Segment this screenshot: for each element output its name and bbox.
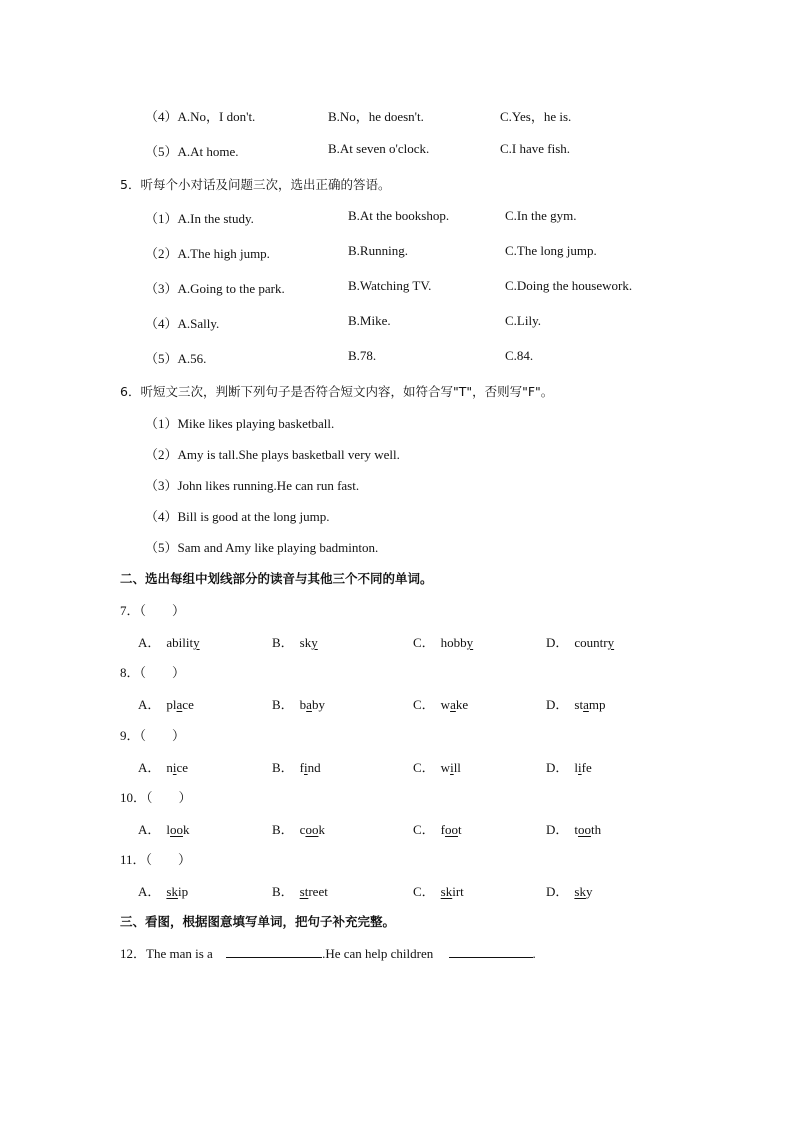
- option-label: A．: [138, 822, 161, 837]
- option-label: A．: [138, 884, 161, 899]
- answer-option[interactable]: [272, 881, 328, 900]
- option-label: C．: [413, 822, 435, 837]
- underlined-letters: sk: [440, 884, 453, 899]
- option-label: D．: [546, 884, 569, 899]
- q4-option-c: C.Yes，he is.: [500, 109, 572, 124]
- q6-item-4: （4）Bill is good at the long jump.: [145, 509, 330, 524]
- underlined-letters: oo: [170, 822, 184, 837]
- word-suffix: th: [591, 822, 602, 837]
- option-label: B．: [272, 760, 294, 775]
- word-prefix: w: [440, 697, 451, 712]
- option-label: B．: [272, 697, 294, 712]
- q6-item-2: （2）Amy is tall.She plays basketball very well.: [145, 447, 400, 462]
- answer-option[interactable]: [272, 694, 325, 713]
- q6-title: 6．听短文三次，判断下列句子是否符合短文内容，如符合写"T"，否则写"F"。: [120, 384, 554, 399]
- q5-4-c: C.Lily.: [505, 313, 541, 328]
- option-label: A．: [138, 635, 161, 650]
- underlined-letters: i: [304, 760, 308, 775]
- word-suffix: fe: [581, 760, 592, 775]
- q6-item-1: （1）Mike likes playing basketball.: [145, 416, 335, 431]
- q4-option-b: B.No，he doesn't.: [328, 109, 424, 124]
- question-number: 9．（ ）: [120, 728, 186, 743]
- underlined-letters: a: [306, 697, 312, 712]
- q4-5-option-c: C.I have fish.: [500, 141, 571, 156]
- question-number: 10．（ ）: [120, 790, 192, 805]
- q5-4-b: B.Mike.: [348, 313, 391, 328]
- answer-option[interactable]: [546, 694, 605, 713]
- word-suffix: ce: [176, 760, 189, 775]
- q12-blank-2[interactable]: [449, 945, 533, 958]
- q12-text-3: .: [532, 946, 536, 961]
- underlined-letters: y: [466, 635, 474, 650]
- underlined-letters: i: [450, 760, 454, 775]
- option-label: A．: [138, 697, 161, 712]
- underlined-letters: st: [299, 884, 309, 899]
- underlined-letters: sk: [166, 884, 178, 899]
- part2-title: 二、选出每组中划线部分的读音与其他三个不同的单词。: [120, 571, 433, 586]
- option-label: B．: [272, 884, 294, 899]
- word-suffix: nd: [307, 760, 321, 775]
- q12-number: 12．: [120, 946, 147, 961]
- word-suffix: reet: [308, 884, 328, 899]
- answer-option[interactable]: [546, 881, 592, 900]
- answer-option[interactable]: [413, 632, 473, 651]
- answer-option[interactable]: [413, 694, 468, 713]
- option-label: D．: [546, 635, 569, 650]
- q5-3-b: B.Watching TV.: [348, 278, 432, 293]
- option-label: A．: [138, 760, 161, 775]
- option-label: C．: [413, 884, 435, 899]
- answer-option[interactable]: [413, 881, 464, 900]
- q5-2-c: C.The long jump.: [505, 243, 597, 258]
- question-number: 8．（ ）: [120, 665, 186, 680]
- answer-option[interactable]: [546, 757, 592, 776]
- q6-item-5: （5）Sam and Amy like playing badminton.: [145, 540, 379, 555]
- word-suffix: ke: [455, 697, 469, 712]
- underlined-letters: oo: [305, 822, 319, 837]
- answer-option[interactable]: [272, 819, 325, 838]
- word-prefix: sk: [299, 635, 312, 650]
- q5-2-a: （2）A.The high jump.: [145, 246, 270, 261]
- option-label: C．: [413, 635, 435, 650]
- word-prefix: f: [440, 822, 446, 837]
- question-number: 11．（ ）: [120, 852, 192, 867]
- underlined-letters: a: [176, 697, 183, 712]
- option-label: D．: [546, 822, 569, 837]
- q12-row: [120, 943, 536, 962]
- underlined-letters: oo: [445, 822, 459, 837]
- q12-text-1: The man is a: [146, 946, 213, 961]
- option-label: D．: [546, 697, 569, 712]
- q12-text-2: .He can help children: [322, 946, 434, 961]
- q5-5-b: B.78.: [348, 348, 377, 363]
- q6-item-3: （3）John likes running.He can run fast.: [145, 478, 360, 493]
- word-prefix: pl: [166, 697, 177, 712]
- underlined-letters: y: [311, 635, 318, 650]
- question-number: 7．（ ）: [120, 603, 186, 618]
- answer-option[interactable]: [413, 757, 461, 776]
- q4-option-a: （4）A.No，I don't.: [145, 109, 256, 124]
- word-prefix: st: [574, 697, 584, 712]
- word-prefix: b: [299, 697, 307, 712]
- underlined-letters: a: [450, 697, 456, 712]
- word-suffix: ce: [182, 697, 194, 712]
- underlined-letters: i: [578, 760, 582, 775]
- option-label: D．: [546, 760, 569, 775]
- word-suffix: ip: [177, 884, 189, 899]
- q5-1-a: （1）A.In the study.: [145, 211, 254, 226]
- word-prefix: countr: [574, 635, 608, 650]
- q5-5-a: （5）A.56.: [145, 351, 207, 366]
- answer-option[interactable]: [546, 819, 601, 838]
- q4-5-option-b: B.At seven o'clock.: [328, 141, 430, 156]
- answer-option[interactable]: [138, 819, 190, 838]
- underlined-letters: y: [607, 635, 615, 650]
- word-prefix: abilit: [166, 635, 194, 650]
- word-prefix: c: [299, 822, 306, 837]
- word-prefix: l: [166, 822, 171, 837]
- underlined-letters: i: [172, 760, 177, 775]
- q5-3-c: C.Doing the housework.: [505, 278, 633, 293]
- q5-1-b: B.At the bookshop.: [348, 208, 450, 223]
- q5-4-a: （4）A.Sally.: [145, 316, 220, 331]
- answer-option[interactable]: [138, 694, 194, 713]
- q12-blank-1[interactable]: [226, 945, 322, 958]
- underlined-letters: oo: [578, 822, 592, 837]
- q5-3-a: （3）A.Going to the park.: [145, 281, 285, 296]
- word-suffix: k: [183, 822, 190, 837]
- answer-option[interactable]: [272, 757, 321, 776]
- option-label: C．: [413, 760, 435, 775]
- option-label: B．: [272, 635, 294, 650]
- word-prefix: hobb: [440, 635, 467, 650]
- q5-title: 5．听每个小对话及问题三次，选出正确的答语。: [120, 177, 391, 192]
- word-prefix: f: [299, 760, 305, 775]
- underlined-letters: a: [583, 697, 589, 712]
- answer-option[interactable]: [138, 881, 188, 900]
- answer-option[interactable]: [138, 632, 200, 651]
- option-label: C．: [413, 697, 435, 712]
- underlined-letters: y: [193, 635, 200, 650]
- answer-option[interactable]: [138, 757, 188, 776]
- q5-1-c: C.In the gym.: [505, 208, 577, 223]
- option-label: B．: [272, 822, 294, 837]
- word-suffix: t: [458, 822, 462, 837]
- word-prefix: w: [440, 760, 451, 775]
- answer-option[interactable]: [546, 632, 614, 651]
- word-prefix: l: [574, 760, 579, 775]
- word-prefix: n: [166, 760, 173, 775]
- answer-option[interactable]: [272, 632, 318, 651]
- word-suffix: irt: [452, 884, 464, 899]
- underlined-letters: sk: [574, 884, 586, 899]
- word-suffix: mp: [588, 697, 606, 712]
- answer-option[interactable]: [413, 819, 462, 838]
- word-suffix: by: [311, 697, 325, 712]
- q5-2-b: B.Running.: [348, 243, 408, 258]
- q5-5-c: C.84.: [505, 348, 534, 363]
- word-suffix: k: [318, 822, 325, 837]
- part3-title: 三、看图，根据图意填写单词，把句子补充完整。: [120, 914, 396, 929]
- word-prefix: t: [574, 822, 579, 837]
- word-suffix: ll: [453, 760, 461, 775]
- q4-5-option-a: （5）A.At home.: [145, 144, 239, 159]
- word-suffix: y: [585, 884, 593, 899]
